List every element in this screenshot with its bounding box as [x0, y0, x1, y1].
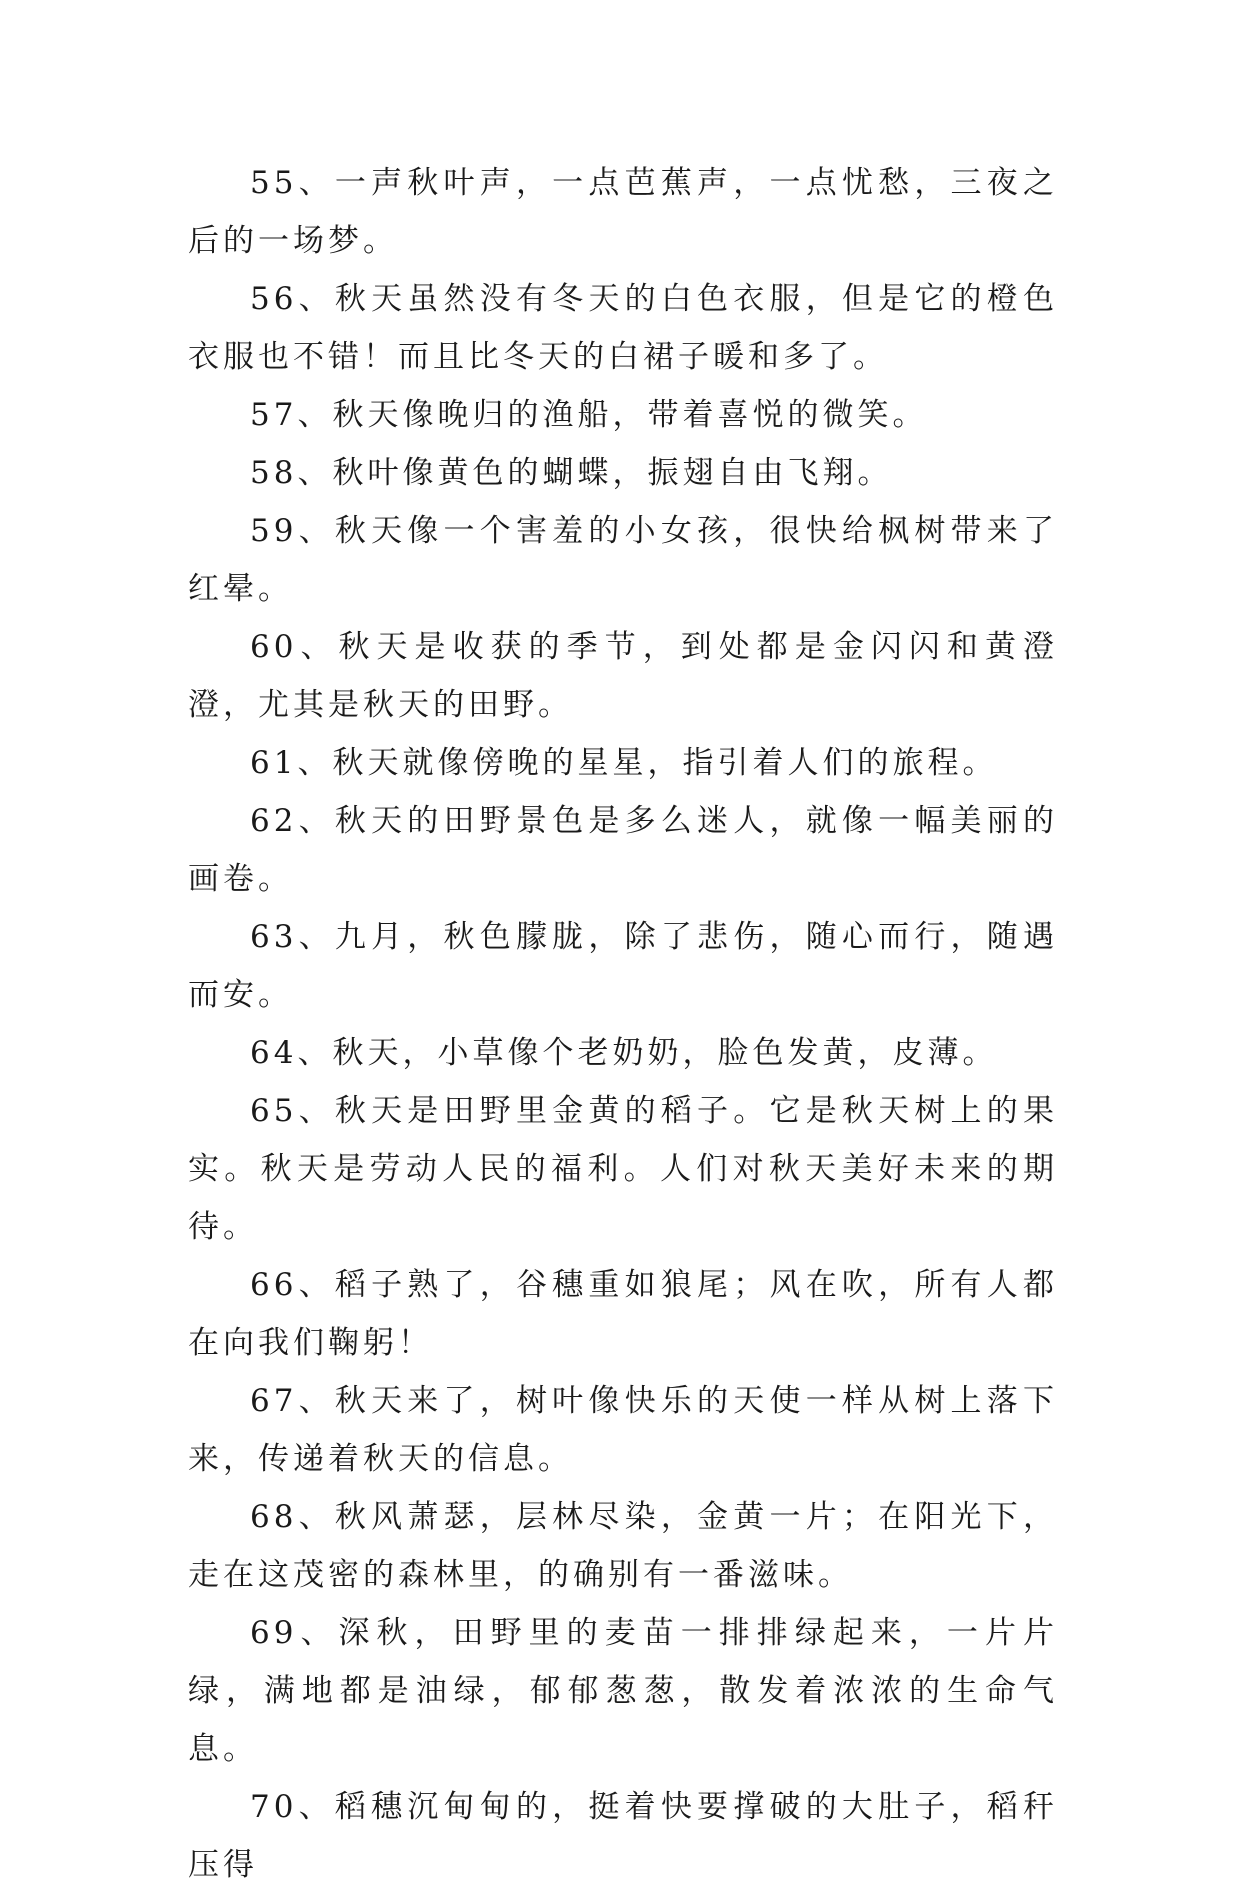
- paragraph-58: 58、秋叶像黄色的蝴蝶，振翅自由飞翔。: [250, 455, 893, 491]
- paragraph-60: 60、秋天是收获的季节，到处都是金闪闪和黄澄澄，尤其是秋天的田野。: [188, 629, 1058, 723]
- document-body: [188, 154, 1058, 1894]
- paragraph-57: 57、秋天像晚归的渔船，带着喜悦的微笑。: [250, 397, 928, 433]
- paragraph-55: 55、一声秋叶声，一点芭蕉声，一点忧愁，三夜之后的一场梦。: [188, 165, 1058, 259]
- paragraph-61: 61、秋天就像傍晚的星星，指引着人们的旅程。: [250, 745, 998, 781]
- paragraph-66: 66、稻子熟了，谷穗重如狼尾；风在吹，所有人都在向我们鞠躬！: [188, 1267, 1058, 1361]
- paragraph-64: 64、秋天，小草像个老奶奶，脸色发黄，皮薄。: [250, 1035, 998, 1071]
- paragraph-65: 65、秋天是田野里金黄的稻子。它是秋天树上的果实。秋天是劳动人民的福利。人们对秋天美好未来的期待。: [188, 1093, 1058, 1245]
- paragraph-59: 59、秋天像一个害羞的小女孩，很快给枫树带来了红晕。: [188, 513, 1058, 607]
- paragraph-67: 67、秋天来了，树叶像快乐的天使一样从树上落下来，传递着秋天的信息。: [188, 1383, 1058, 1477]
- paragraph-68: 68、秋风萧瑟，层林尽染，金黄一片；在阳光下，走在这茂密的森林里，的确别有一番滋味。: [188, 1499, 1058, 1593]
- paragraph-69: 69、深秋，田野里的麦苗一排排绿起来，一片片绿，满地都是油绿，郁郁葱葱，散发着浓浓的生命气息。: [188, 1615, 1058, 1767]
- paragraph-63: 63、九月，秋色朦胧，除了悲伤，随心而行，随遇而安。: [188, 919, 1058, 1013]
- paragraph-56: 56、秋天虽然没有冬天的白色衣服，但是它的橙色衣服也不错！而且比冬天的白裙子暖和多了。: [188, 281, 1058, 375]
- paragraph-70: 70、稻穗沉甸甸的，挺着快要撑破的大肚子，稻秆压得: [188, 1789, 1058, 1883]
- paragraph-62: 62、秋天的田野景色是多么迷人，就像一幅美丽的画卷。: [188, 803, 1058, 897]
